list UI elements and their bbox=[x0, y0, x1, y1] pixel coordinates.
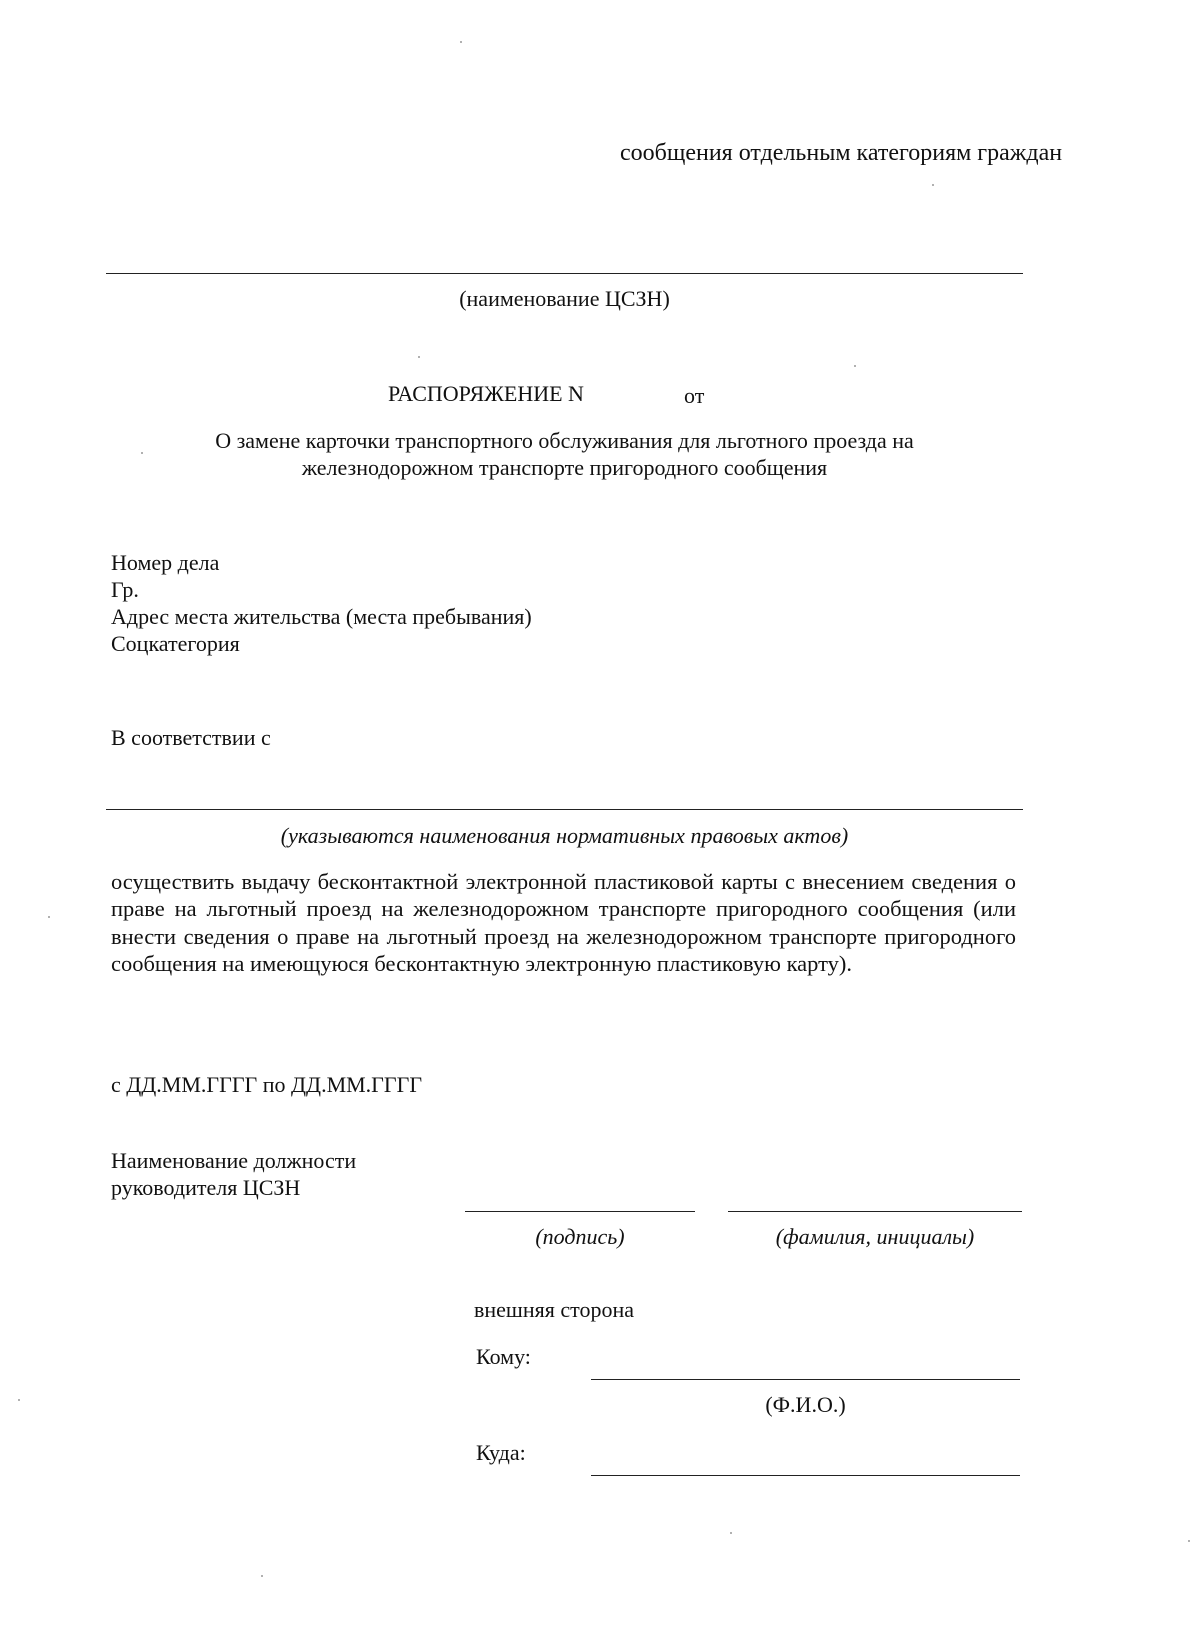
scan-speck bbox=[48, 916, 50, 918]
scan-speck bbox=[418, 356, 420, 358]
scan-speck bbox=[1188, 1540, 1190, 1542]
scan-speck bbox=[730, 1532, 732, 1534]
signatory-position-line-2: руководителя ЦСЗН bbox=[111, 1175, 301, 1200]
field-citizen: Гр. bbox=[111, 577, 139, 602]
scan-speck bbox=[854, 365, 856, 367]
signatory-position-line-1: Наименование должности bbox=[111, 1148, 357, 1173]
signature-line bbox=[465, 1211, 695, 1212]
org-name-line bbox=[106, 273, 1023, 274]
envelope-to-caption: (Ф.И.О.) bbox=[765, 1392, 846, 1417]
envelope-to-label: Кому: bbox=[476, 1344, 531, 1369]
field-case-number: Номер дела bbox=[111, 550, 220, 575]
basis-caption: (указываются наименования нормативных правовых актов) bbox=[280, 823, 849, 848]
envelope-heading: внешняя сторона bbox=[474, 1297, 635, 1322]
envelope-where-line bbox=[591, 1475, 1020, 1476]
field-address: Адрес места жительства (места пребывания) bbox=[111, 604, 532, 629]
scan-speck bbox=[18, 1399, 20, 1401]
order-body-text: осуществить выдачу бесконтактной электронной пластиковой карты с внесением сведения о праве на льготный проезд на железнодорожном транспорте пригородного сообщения (или внести сведения о праве на льготный проезд на железнодорожном транспорте пригородного сообщения на имеющуюся бесконтактную электронную пластиковую карту). bbox=[111, 869, 1016, 976]
order-subject-line-1: О замене карточки транспортного обслуживания для льготного проезда на bbox=[215, 428, 914, 453]
name-line bbox=[728, 1211, 1022, 1212]
scan-speck bbox=[261, 1575, 263, 1577]
scan-speck bbox=[141, 452, 143, 454]
header-top-right: сообщения отдельным категориям граждан bbox=[620, 140, 1063, 166]
envelope-where-label: Куда: bbox=[476, 1440, 526, 1465]
period-text: с ДД.ММ.ГГГГ по ДД.ММ.ГГГГ bbox=[111, 1072, 423, 1097]
field-social-category: Соцкатегория bbox=[111, 631, 240, 656]
basis-line bbox=[106, 809, 1023, 810]
order-date-label: от bbox=[684, 383, 705, 408]
order-title: РАСПОРЯЖЕНИЕ N bbox=[388, 381, 584, 406]
signature-caption: (подпись) bbox=[535, 1224, 625, 1249]
envelope-to-line bbox=[591, 1379, 1020, 1380]
order-subject-line-2: железнодорожном транспорте пригородного сообщения bbox=[301, 455, 828, 480]
scan-speck bbox=[932, 184, 934, 186]
org-name-caption: (наименование ЦСЗН) bbox=[459, 286, 670, 311]
scan-speck bbox=[460, 41, 462, 43]
basis-intro: В соответствии с bbox=[111, 725, 271, 750]
order-body bbox=[111, 868, 1016, 977]
name-caption: (фамилия, инициалы) bbox=[775, 1224, 975, 1249]
